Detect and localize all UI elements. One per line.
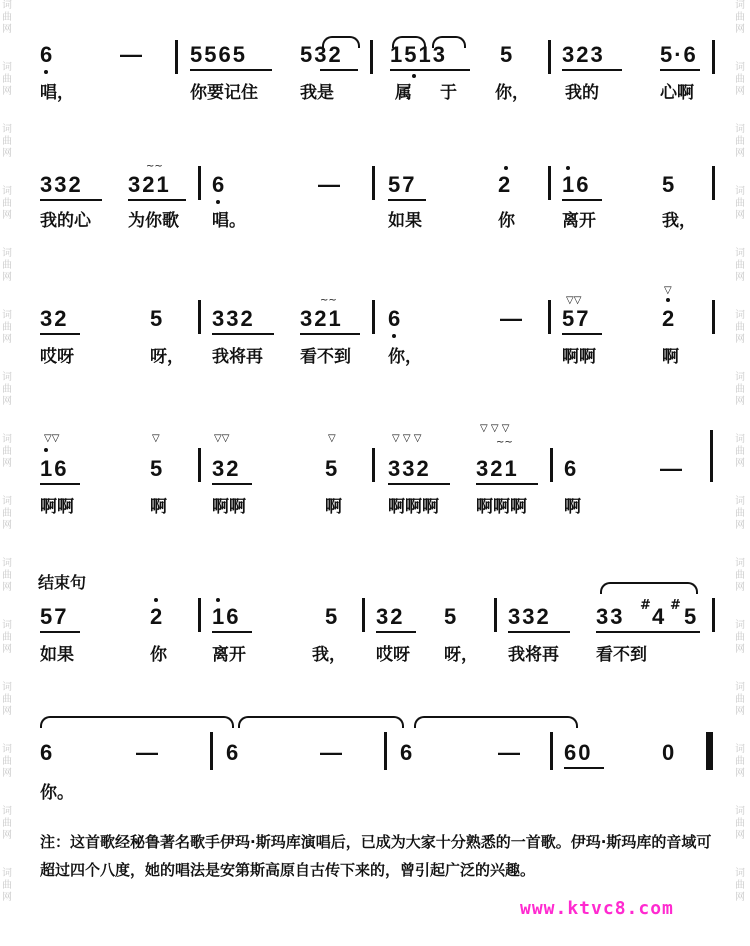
note: 332 (508, 604, 551, 629)
lyric: 呀， (444, 645, 478, 665)
note: 16 (212, 604, 241, 629)
lyric: 哎呀 (376, 645, 410, 665)
score-line-4: ▽▽ 16 ▽ 5 ▽▽ 32 ▽ 5 ▽ ▽ ▽ 332 ▽ ▽ ▽ ~~ 321 6 — 啊啊 啊 啊啊 啊 啊啊啊 啊啊啊 啊 (0, 420, 750, 520)
note: — (318, 172, 342, 197)
note: 332 (388, 456, 431, 481)
watermark-left: 词 曲 网 词 曲 网 词 曲 网 词 曲 网 词 曲 网 词 曲 网 词 曲 网 词 曲 网 词 曲 网 词 曲 网 词 曲 网 词 曲 网 词 曲 网 词 曲 网 词 曲 网 (2, 0, 12, 903)
lyric: 我， (312, 645, 346, 665)
site-watermark: www.ktvc8.com (520, 898, 674, 919)
lyric: 啊 (150, 497, 167, 517)
note: 5·6 (660, 42, 698, 67)
lyric: 唱， (40, 83, 74, 103)
lyric: 离开 (562, 211, 596, 231)
note: — (660, 456, 684, 481)
note: 32 (376, 604, 405, 629)
note: — (320, 740, 344, 765)
note: 5 (662, 172, 677, 197)
lyric: 为你歌 (128, 211, 179, 231)
note: — (120, 42, 144, 67)
lyric: 你 (150, 645, 167, 665)
lyric: 啊 (662, 347, 679, 367)
note: 6 (226, 740, 241, 765)
note: 321 (128, 172, 171, 197)
note: — (136, 740, 160, 765)
lyric: 我将再 (212, 347, 263, 367)
lyric: 我将再 (508, 645, 559, 665)
lyric: 如果 (40, 645, 74, 665)
lyric: 我的 (565, 83, 599, 103)
lyric: 属 (395, 83, 412, 103)
section-label-ending: 结束句 (38, 573, 87, 592)
score-line-3: 32 5 332 321 ~~ 6 — ▽▽ 57 ▽ 2 哎呀 呀， 我将再 看不到 你， 啊啊 啊 (0, 290, 750, 370)
lyric: 啊啊 (562, 347, 596, 367)
lyric: 哎呀 (40, 347, 74, 367)
note: 5565 (190, 42, 247, 67)
lyric: 呀， (150, 347, 184, 367)
lyric: 唱。 (212, 211, 246, 231)
note: 532 (300, 42, 343, 67)
note: 2 (662, 306, 677, 331)
note: 6 (388, 306, 403, 331)
note: 5 (684, 604, 699, 629)
lyric: 啊啊啊 (476, 497, 527, 517)
lyric: 你要记住 (190, 83, 258, 103)
lyric: 啊啊啊 (388, 497, 439, 517)
note: 57 (40, 604, 69, 629)
note: 16 (40, 456, 69, 481)
lyric: 我的心 (40, 211, 91, 231)
score-line-2: 332 321 ~~ 6 — 57 2 16 5 我的心 为你歌 唱。 如果 你 离开 我， (0, 162, 750, 242)
lyric: 看不到 (300, 347, 351, 367)
lyric: 我是 (300, 83, 334, 103)
note: 5 (325, 456, 340, 481)
note: 6 (40, 740, 55, 765)
note: 4 (652, 604, 667, 629)
note: 5 (150, 456, 165, 481)
score-line-1 (0, 40, 750, 110)
lyric: 心啊 (660, 83, 694, 103)
note: — (498, 740, 522, 765)
note: 332 (212, 306, 255, 331)
lyric: 看不到 (596, 645, 647, 665)
score-line-6 (0, 708, 750, 808)
lyric: 啊啊 (40, 497, 74, 517)
lyric: 你， (495, 83, 529, 103)
note: 323 (562, 42, 605, 67)
note: 0 (662, 740, 677, 765)
note: 321 (476, 456, 519, 481)
lyric: 于 (440, 83, 457, 103)
score-line-5: 结束句 57 2 16 5 32 5 332 33 # 4 # 5 如果 你 离开 我， 哎呀 呀， 我将再 看不到 (0, 570, 750, 670)
note: 57 (562, 306, 591, 331)
note: 2 (150, 604, 165, 629)
lyric: 你， (388, 347, 422, 367)
note: 6 (212, 172, 227, 197)
note: 57 (388, 172, 417, 197)
note: 6 (400, 740, 415, 765)
lyric: 啊 (564, 497, 581, 517)
watermark-right: 词 曲 网 词 曲 网 词 曲 网 词 曲 网 词 曲 网 词 曲 网 词 曲 网 词 曲 网 词 曲 网 词 曲 网 词 曲 网 词 曲 网 词 曲 网 词 曲 网 词 曲 网 (735, 0, 745, 903)
footnote: 注：这首歌经秘鲁著名歌手伊玛·斯玛库演唱后，已成为大家十分熟悉的一首歌。伊玛·斯玛库的音域可超过四个八度，她的唱法是安第斯高原自古传下来的，曾引起广泛的兴趣。 (40, 833, 712, 879)
note: 5 (325, 604, 340, 629)
note: 6 (564, 456, 579, 481)
note: 32 (40, 306, 69, 331)
note: — (500, 306, 524, 331)
note: 1513 (390, 42, 447, 67)
note: 5 (150, 306, 165, 331)
note: 32 (212, 456, 241, 481)
lyric: 你 (498, 211, 515, 231)
lyric: 如果 (388, 211, 422, 231)
note: 5 (444, 604, 459, 629)
note: 16 (562, 172, 591, 197)
note: 33 (596, 604, 625, 629)
note: 6 (40, 42, 55, 67)
note: 332 (40, 172, 83, 197)
note: 2 (498, 172, 513, 197)
note: 5 (500, 42, 515, 67)
note: 321 (300, 306, 343, 331)
lyric: 我， (662, 211, 696, 231)
note: 60 (564, 740, 593, 765)
lyric: 离开 (212, 645, 246, 665)
lyric: 啊啊 (212, 497, 246, 517)
lyric: 啊 (325, 497, 342, 517)
lyric: 你。 (40, 783, 74, 803)
